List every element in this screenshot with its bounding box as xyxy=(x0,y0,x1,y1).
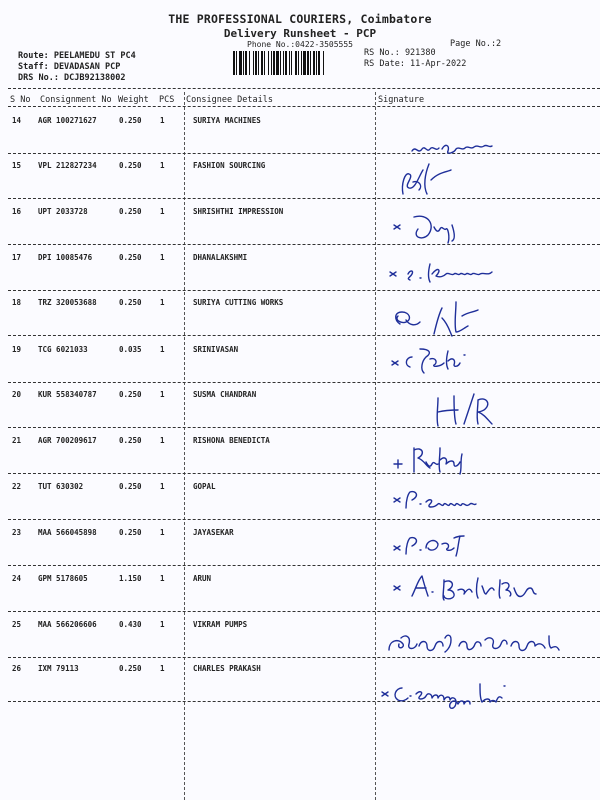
row-separator xyxy=(8,244,600,245)
cell-consignment: AGR 100271627 xyxy=(38,116,97,125)
signature-26 xyxy=(380,680,530,706)
cell-pcs: 1 xyxy=(160,390,165,399)
cell-pcs: 1 xyxy=(160,482,165,491)
cell-weight: 0.250 xyxy=(119,482,142,491)
cell-weight: 0.035 xyxy=(119,345,142,354)
cell-consignee: VIKRAM PUMPS xyxy=(193,620,248,629)
cell-weight: 0.250 xyxy=(119,390,142,399)
cell-consignee: RISHONA BENEDICTA xyxy=(193,436,270,445)
cell-consignment: GPM 5178605 xyxy=(38,574,88,583)
cell-sno: 19 xyxy=(12,345,22,354)
cell-sno: 17 xyxy=(12,253,22,262)
cell-consignee: SURIYA CUTTING WORKS xyxy=(193,298,284,307)
cell-weight: 0.250 xyxy=(119,207,142,216)
cell-weight: 0.250 xyxy=(119,528,142,537)
row-separator xyxy=(8,290,600,291)
signature-22 xyxy=(392,486,502,514)
cell-consignment: MAA 566045898 xyxy=(38,528,97,537)
col-signature: Signature xyxy=(378,95,425,105)
signature-18 xyxy=(390,296,500,340)
cell-sno: 15 xyxy=(12,161,22,170)
cell-consignment: TUT 630302 xyxy=(38,482,84,491)
staff-label: Staff: DEVADASAN PCP xyxy=(18,62,121,72)
col-pcs: PCS xyxy=(159,95,175,105)
cell-pcs: 1 xyxy=(160,253,165,262)
cell-sno: 23 xyxy=(12,528,22,537)
phone-number: Phone No.:0422-3505555 xyxy=(247,40,353,49)
cell-consignment: TRZ 320053688 xyxy=(38,298,97,307)
signature-19 xyxy=(390,345,500,377)
signature-16 xyxy=(392,207,502,241)
page-number: Page No.:2 xyxy=(450,39,502,49)
cell-pcs: 1 xyxy=(160,620,165,629)
cell-pcs: 1 xyxy=(160,345,165,354)
cell-consignment: DPI 10085476 xyxy=(38,253,93,262)
cell-consignee: GOPAL xyxy=(193,482,216,491)
cell-pcs: 1 xyxy=(160,664,165,673)
cell-consignment: KUR 558340787 xyxy=(38,390,97,399)
signature-21 xyxy=(392,440,482,476)
cell-sno: 16 xyxy=(12,207,22,216)
route-label: Route: PEELAMEDU ST PC4 xyxy=(18,51,136,61)
cell-weight: 0.250 xyxy=(119,116,142,125)
row-separator xyxy=(8,335,600,336)
row-separator xyxy=(8,382,600,383)
cell-weight: 0.430 xyxy=(119,620,142,629)
cell-consignee: CHARLES PRAKASH xyxy=(193,664,261,673)
cell-sno: 20 xyxy=(12,390,22,399)
signature-15 xyxy=(395,160,465,200)
cell-weight: 0.250 xyxy=(119,253,142,262)
cell-weight: 0.250 xyxy=(119,436,142,445)
cell-pcs: 1 xyxy=(160,207,165,216)
drs-number: DRS No.: DCJB92138002 xyxy=(18,73,126,83)
row-separator xyxy=(8,565,600,566)
cell-consignee: SUSMA CHANDRAN xyxy=(193,390,257,399)
signature-14 xyxy=(410,139,510,159)
cell-consignment: IXM 79113 xyxy=(38,664,79,673)
header-rule-bottom xyxy=(8,106,600,107)
cell-weight: 1.150 xyxy=(119,574,142,583)
barcode-icon xyxy=(232,51,362,75)
cell-weight: 0.250 xyxy=(119,298,142,307)
row-separator xyxy=(8,198,600,199)
signature-20 xyxy=(432,390,502,430)
cell-consignee: SRINIVASAN xyxy=(193,345,239,354)
cell-consignee: ARUN xyxy=(193,574,212,583)
col-consignment: Consignment No xyxy=(40,95,112,105)
cell-consignment: MAA 566206606 xyxy=(38,620,97,629)
row-separator xyxy=(8,427,600,428)
cell-sno: 26 xyxy=(12,664,22,673)
row-separator xyxy=(8,153,600,154)
cell-sno: 21 xyxy=(12,436,22,445)
cell-pcs: 1 xyxy=(160,161,165,170)
cell-consignee: DHANALAKSHMI xyxy=(193,253,248,262)
cell-consignee: JAYASEKAR xyxy=(193,528,234,537)
cell-pcs: 1 xyxy=(160,528,165,537)
runsheet-title: Delivery Runsheet - PCP xyxy=(223,27,377,40)
signature-24 xyxy=(392,572,552,602)
cell-consignee: FASHION SOURCING xyxy=(193,161,266,170)
signature-17 xyxy=(388,258,528,284)
signature-25 xyxy=(385,630,575,658)
col-weight: Weight xyxy=(118,95,149,105)
cell-pcs: 1 xyxy=(160,574,165,583)
rs-number: RS No.: 921380 xyxy=(364,48,436,58)
col-consignee: Consignee Details xyxy=(186,95,273,105)
cell-consignee: SURIYA MACHINES xyxy=(193,116,261,125)
cell-pcs: 1 xyxy=(160,436,165,445)
row-separator xyxy=(8,519,600,520)
cell-consignee: SHRISHTHI IMPRESSION xyxy=(193,207,284,216)
cell-consignment: TCG 6021033 xyxy=(38,345,88,354)
cell-consignment: UPT 2033728 xyxy=(38,207,88,216)
cell-consignment: AGR 700209617 xyxy=(38,436,97,445)
cell-consignment: VPL 212827234 xyxy=(38,161,97,170)
signature-23 xyxy=(392,530,482,558)
cell-pcs: 1 xyxy=(160,116,165,125)
cell-weight: 0.250 xyxy=(119,664,142,673)
cell-weight: 0.250 xyxy=(119,161,142,170)
rs-date: RS Date: 11-Apr-2022 xyxy=(364,59,467,69)
col-sno: S No xyxy=(10,95,31,105)
company-title: THE PROFESSIONAL COURIERS, Coimbatore xyxy=(168,12,432,26)
cell-sno: 22 xyxy=(12,482,22,491)
row-separator xyxy=(8,611,600,612)
row-separator xyxy=(8,473,600,474)
cell-sno: 18 xyxy=(12,298,22,307)
header-rule-top xyxy=(8,88,600,89)
cell-sno: 25 xyxy=(12,620,22,629)
cell-pcs: 1 xyxy=(160,298,165,307)
cell-sno: 14 xyxy=(12,116,22,125)
cell-sno: 24 xyxy=(12,574,22,583)
